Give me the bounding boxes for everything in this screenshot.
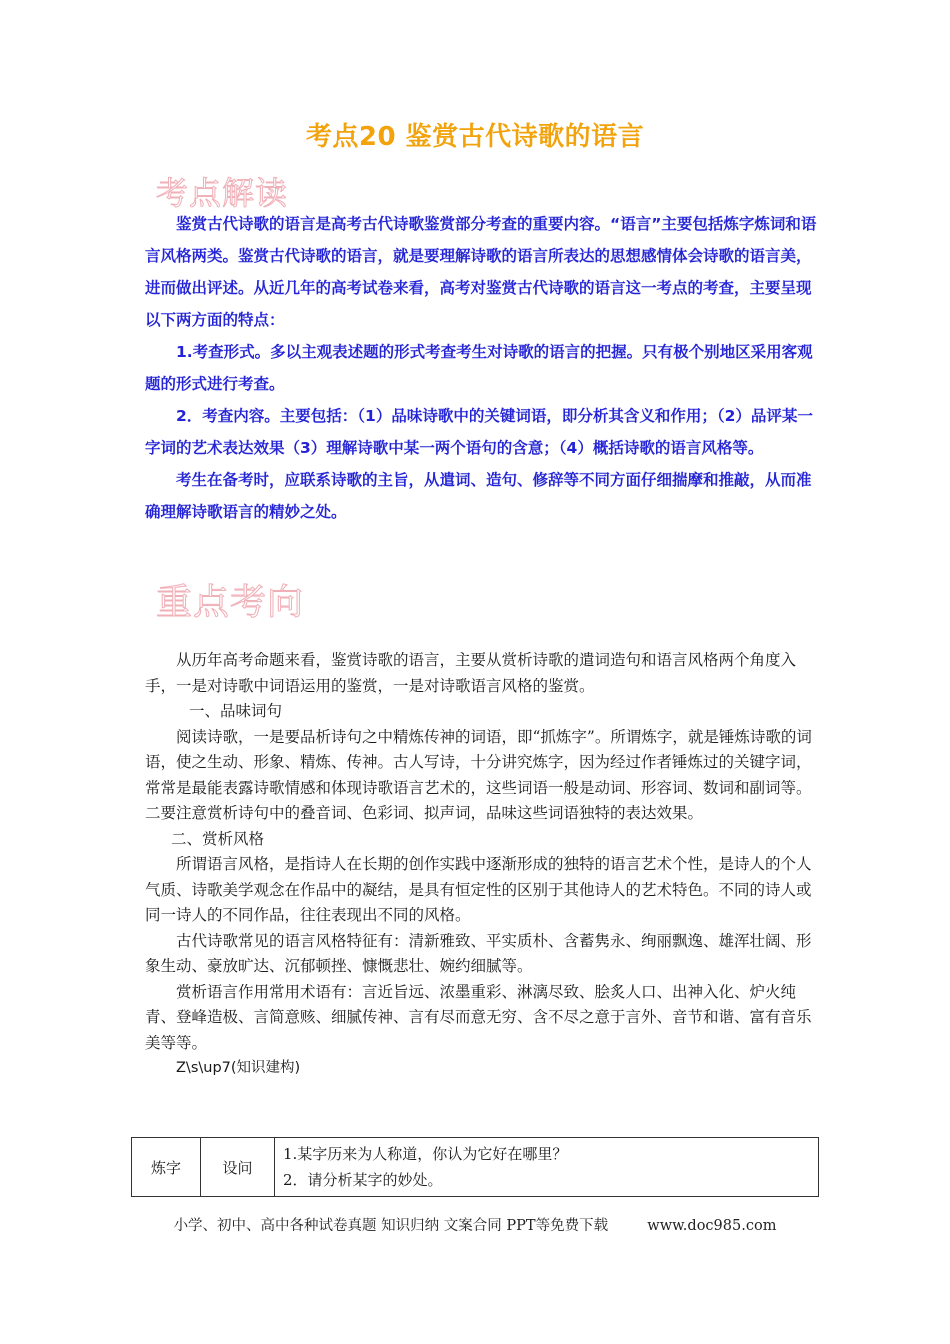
body-paragraph: 从历年高考命题来看，鉴赏诗歌的语言，主要从赏析诗歌的遣词造句和语言风格两个角度入手，一是对诗歌中词语运用的鉴赏，一是对诗歌语言风格的鉴赏。 [145, 651, 797, 695]
intro-paragraph: 2．考查内容。主要包括：（1）品味诗歌中的关键词语，即分析其含义和作用；（2）品评某一字词的艺术表达效果（3）理解诗歌中某一两个语句的含意；（4）概括诗歌的语言风格等。 [145, 407, 813, 457]
intro-paragraph: 1.考查形式。多以主观表述题的形式考查考生对诗歌的语言的把握。只有极个别地区采用客观题的形式进行考查。 [145, 343, 813, 393]
body-block [145, 648, 817, 1082]
page-title: 考点20 鉴赏古代诗歌的语言 [305, 122, 645, 152]
footer-url-link[interactable]: www.doc985.com [647, 1218, 777, 1234]
section-heading-interpretation: 考点解读 [156, 174, 289, 212]
body-paragraph: 古代诗歌常见的语言风格特征有：清新雅致、平实质朴、含蓄隽永、绚丽飘逸、雄浑壮阔、形象生动、豪放旷达、沉郁顿挫、慷慨悲壮、婉约细腻等。 [145, 931, 812, 975]
intro-paragraph: 鉴赏古代诗歌的语言是高考古代诗歌鉴赏部分考查的重要内容。“语言”主要包括炼字炼词和语言风格两类。鉴赏古代诗歌的语言，就是要理解诗歌的语言所表达的思想感情体会诗歌的语言美，进而做出评述。从近几年的高考试卷来看，高考对鉴赏古代诗歌的语言这一考点的考查，主要呈现以下两方面的特点： [145, 215, 817, 329]
subheading-style: 二、赏析风格 [171, 829, 265, 848]
knowledge-table [131, 1137, 819, 1197]
section-heading-focus: 重点考向 [156, 582, 305, 623]
footer-text: 小学、初中、高中各种试卷真题 知识归纳 文案合同 PPT等免费下载 [173, 1218, 609, 1234]
table-cell-type: 设问 [201, 1138, 275, 1197]
body-paragraph: 阅读诗歌，一是要品析诗句之中精炼传神的词语，即“抓炼字”。所谓炼字，就是锤炼诗歌的词语，使之生动、形象、精炼、传神。古人写诗，十分讲究炼字，因为经过作者锤炼过的关键字词，常常是最能表露诗歌情感和体现诗歌语言艺术的，这些词语一般是动词、形容词、数词和副词等。二要注意赏析诗句中的叠音词、色彩词、拟声词，品味这些词语独特的表达效果。 [145, 727, 812, 822]
table-cell-category: 炼字 [132, 1138, 201, 1197]
body-paragraph: 所谓语言风格，是指诗人在长期的创作实践中逐渐形成的独特的语言艺术个性，是诗人的个人气质、诗歌美学观念在作品中的凝结，是具有恒定性的区别于其他诗人的艺术特色。不同的诗人或同一诗人的不同作品，往往表现出不同的风格。 [145, 855, 812, 924]
question-item: 1.某字历来为人称道，你认为它好在哪里？ [283, 1145, 568, 1163]
body-paragraph: 赏析语言作用常用术语有：言近旨远、浓墨重彩、淋漓尽致、脍炙人口、出神入化、炉火纯青、登峰造极、言简意赅、细腻传神、言有尽而意无穷、含不尽之意于言外、音节和谐、富有音乐美等等。 [145, 982, 812, 1052]
table-row [132, 1138, 819, 1197]
page-footer [0, 1214, 950, 1235]
subheading-word-phrase: 一、品味词句 [189, 702, 283, 720]
intro-block [145, 208, 817, 528]
intro-paragraph: 考生在备考时，应联系诗歌的主旨，从遣词、造句、修辞等不同方面仔细揣摩和推敲，从而准确理解诗歌语言的精妙之处。 [145, 471, 812, 521]
field-code-text: Z\s\up7(知识建构) [176, 1060, 301, 1076]
table-cell-questions [275, 1138, 819, 1197]
question-item: 2．请分析某字的妙处。 [283, 1171, 443, 1189]
